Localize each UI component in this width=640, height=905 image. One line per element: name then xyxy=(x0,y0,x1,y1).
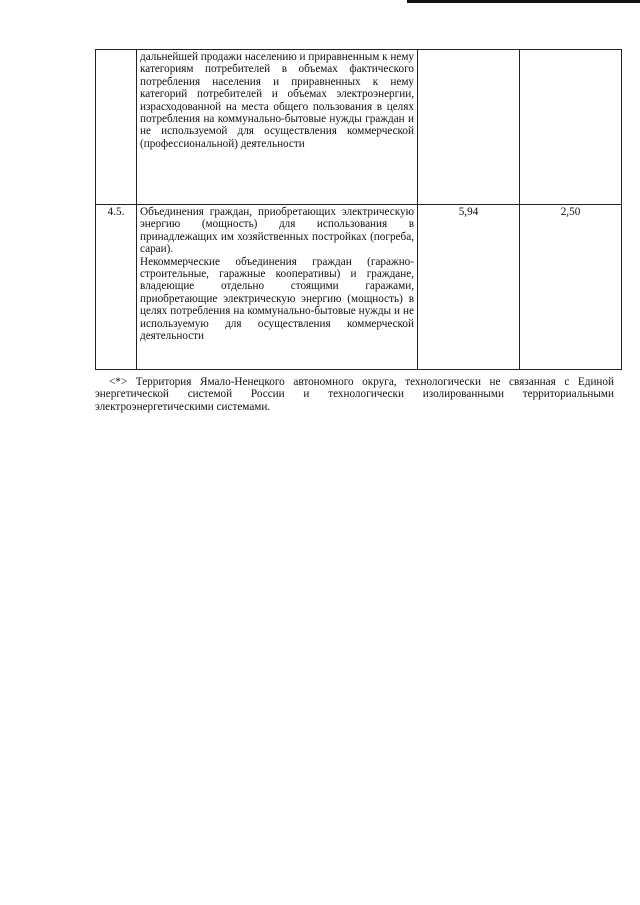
row-number-cell xyxy=(96,50,137,205)
header-rule xyxy=(407,0,640,3)
footnote: <*> Территория Ямало-Ненецкого автономного округа, технологически не связанная с Единой энергетической системой России и технологически изолированными территориальными электроэнергетическими системами. xyxy=(95,376,614,413)
value-cell-1: 5,94 xyxy=(418,205,520,370)
tariff-table xyxy=(95,49,622,370)
row-description-cell xyxy=(137,205,418,370)
row-description-text: дальнейшей продажи населению и приравненным к нему категориям потребителей в объемах фактического потребления населения и приравненных к нему категорий потребителей и объемах электроэнергии, израсходованной на места общего пользования в целях потребления на коммунально-бытовые нужды граждан и не используемой для осуществления коммерческой (профессиональной) деятельности xyxy=(140,51,414,150)
row-number-cell: 4.5. xyxy=(96,205,137,370)
table-row xyxy=(96,50,622,205)
value-cell-1 xyxy=(418,50,520,205)
row-description-text-2: Некоммерческие объединения граждан (гаражно-строительные, гаражные кооперативы) и граждане, владеющие отдельно стоящими гаражами, приобретающие электрическую энергию (мощность) в целях потребления на коммунально-бытовые нужды и не используемую для осуществления коммерческой деятельности xyxy=(140,255,414,343)
row-description-cell xyxy=(137,50,418,205)
value-cell-2 xyxy=(520,50,622,205)
row-description-text: Объединения граждан, приобретающих электрическую энергию (мощность) для использования в принадлежащих им хозяйственных постройках (погреба, сараи). xyxy=(140,206,414,256)
value-cell-2: 2,50 xyxy=(520,205,622,370)
table-row xyxy=(96,205,622,370)
